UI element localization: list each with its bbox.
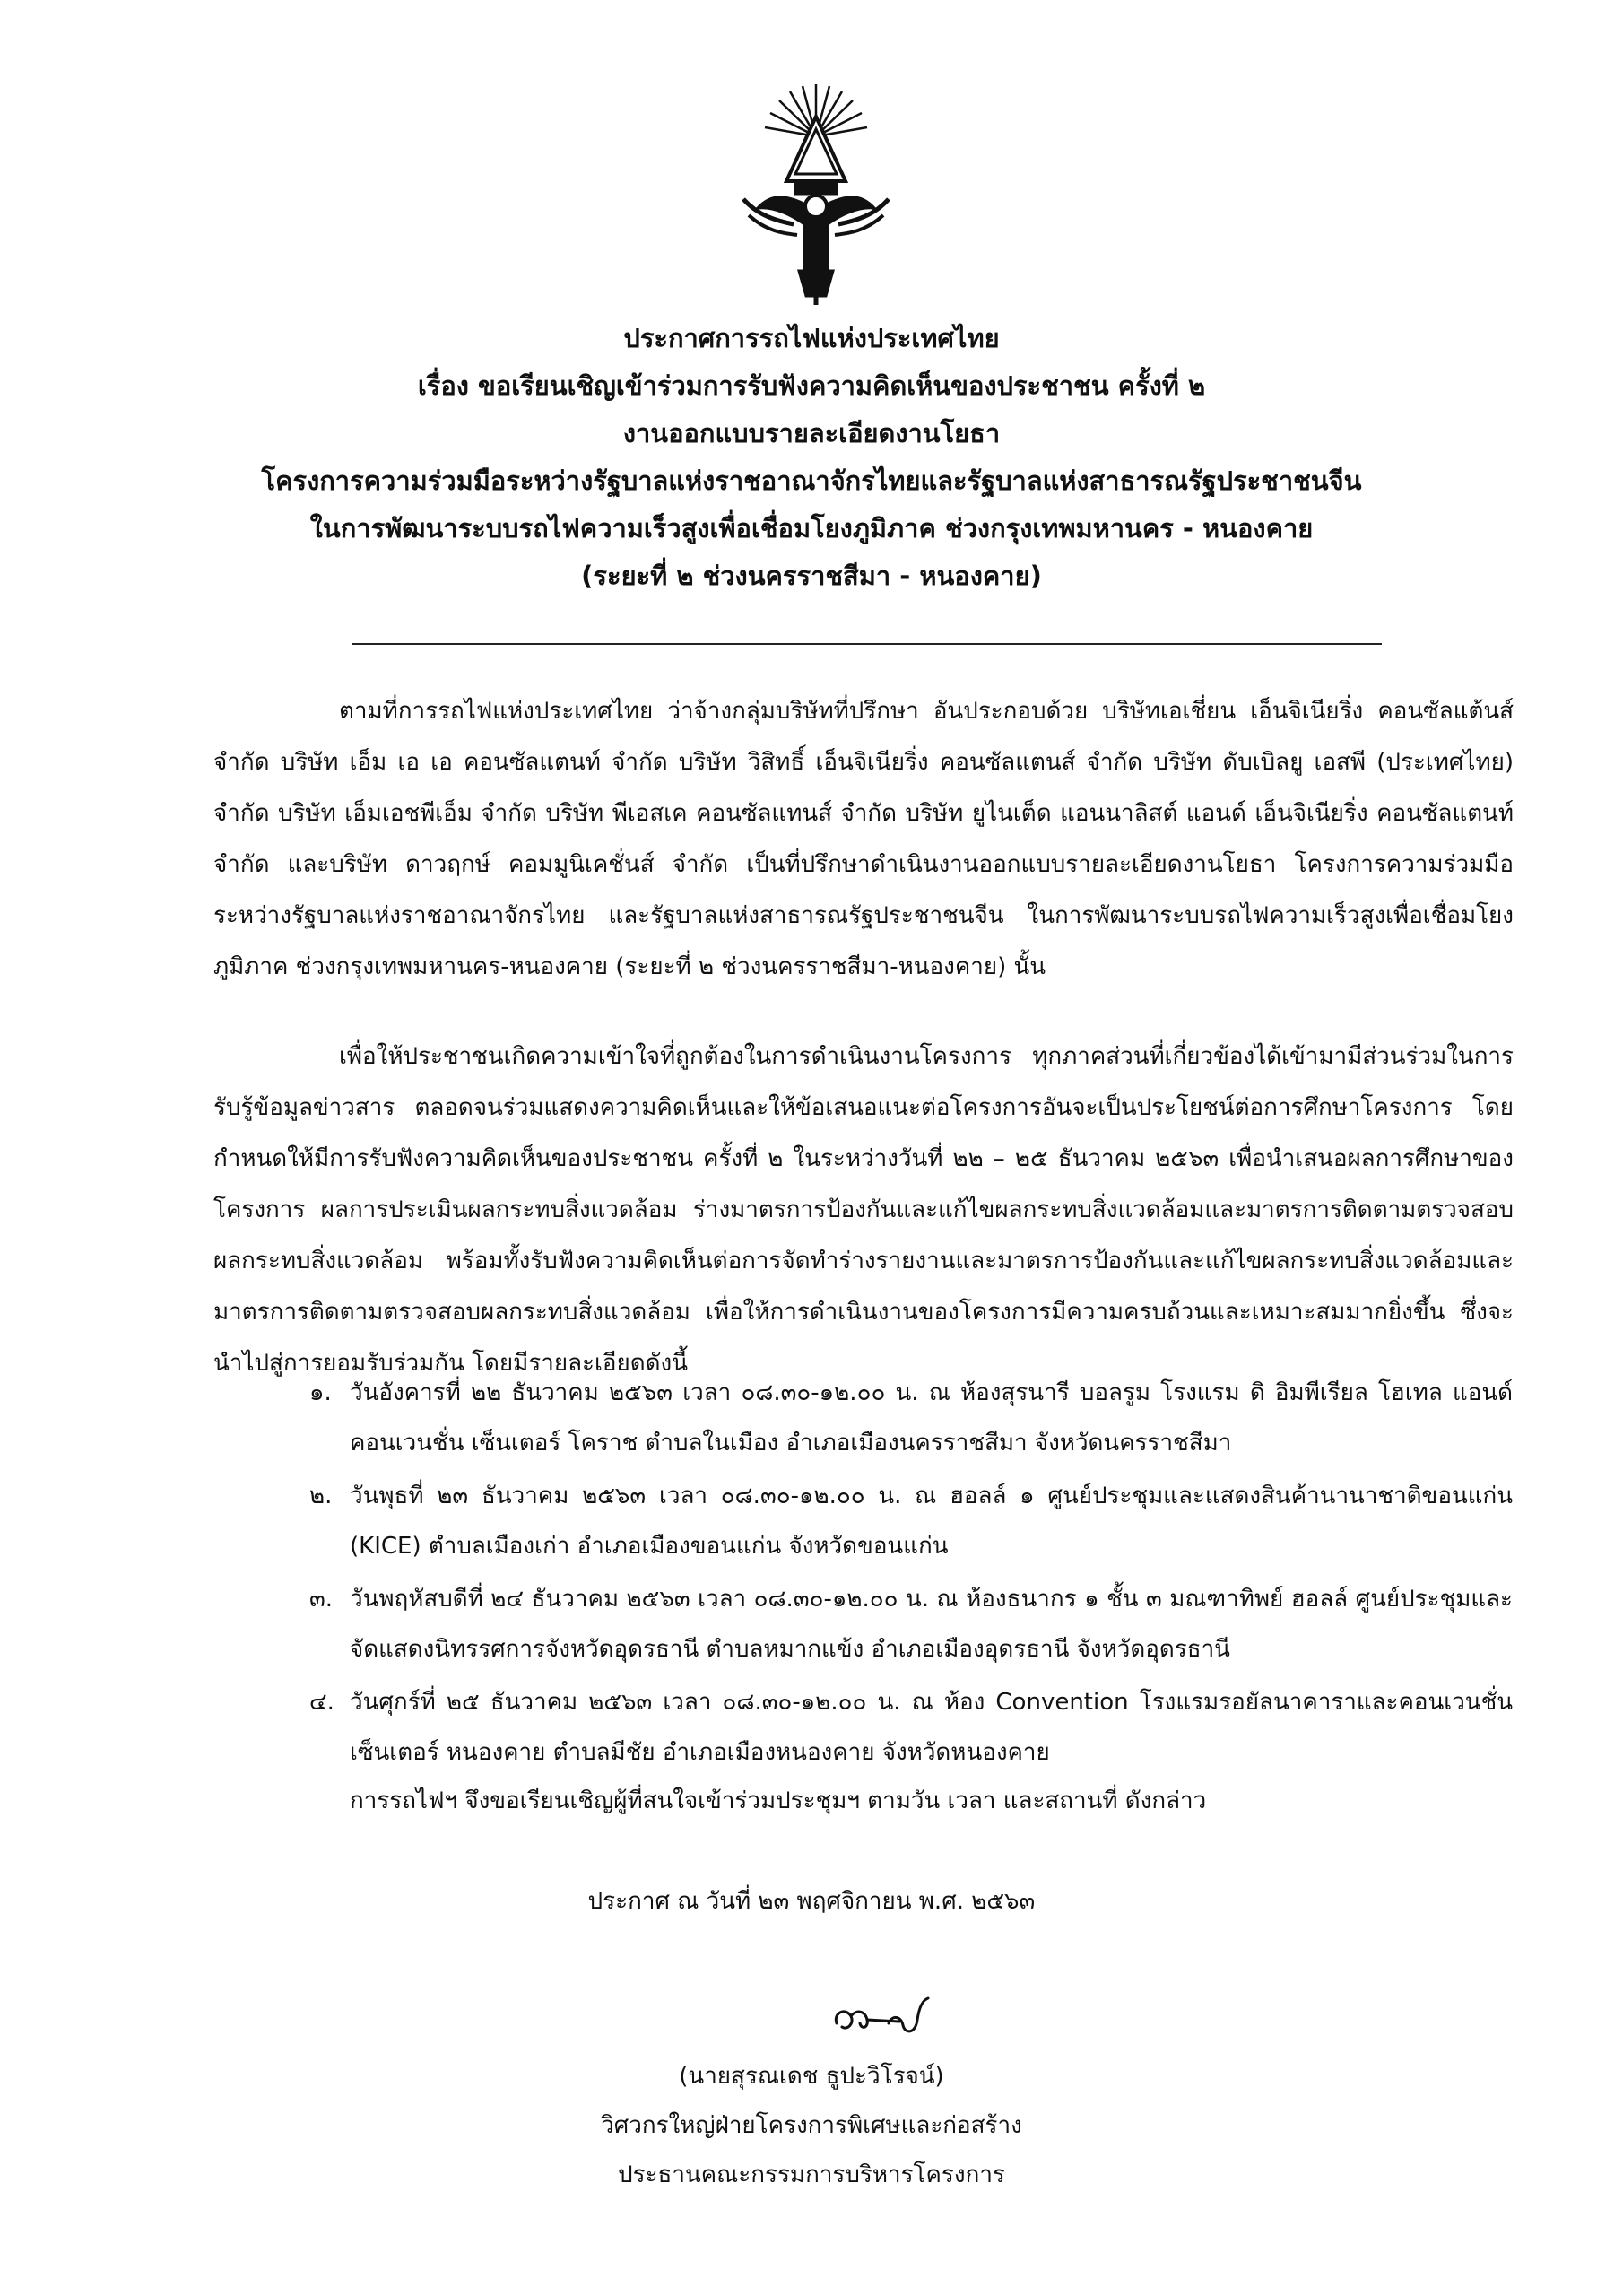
schedule-text: วันอังคารที่ ๒๒ ธันวาคม ๒๕๖๓ เวลา ๐๘.๓๐-๑๒.๐๐ น. ณ ห้องสุรนารี บอลรูม โรงแรม ดิ อิมพีเรียล โฮเทล แอนด์ คอนเวนชั่น เซ็นเตอร์ โคราช ตำบลในเมือง อำเภอเมืองนครราชสีมา จังหวัดนครราชสีมา (350, 1379, 1513, 1457)
announcement-title: ประกาศการรถไฟแห่งประเทศไทย (623, 323, 1000, 353)
announcement-date: ประกาศ ณ วันที่ ๒๓ พฤศจิกายน พ.ศ. ๒๕๖๓ (587, 1888, 1036, 1915)
signatory-position: ประธานคณะกรรมการบริหารโครงการ (618, 2161, 1005, 2188)
schedule-text: วันศุกร์ที่ ๒๕ ธันวาคม ๒๕๖๓ เวลา ๐๘.๓๐-๑๒.๐๐ น. ณ ห้อง Convention โรงแรมรอยัลนาคาราและคอนเวนชั่นเซ็นเตอร์ หนองคาย ตำบลมีชัย อำเภอเมืองหนองคาย จังหวัดหนองคาย (350, 1689, 1513, 1766)
paragraph-background: ตามที่การรถไฟแห่งประเทศไทย ว่าจ้างกลุ่มบริษัทที่ปรึกษา อันประกอบด้วย บริษัทเอเชี่ยน เอ็นจิเนียริ่ง คอนซัลแต้นส์ จำกัด บริษัท เอ็ม เอ เอ คอนซัลแตนท์ จำกัด บริษัท วิสิทธิ์ เอ็นจิเนียริ่ง คอนซัลแตนส์ จำกัด บริษัท ดับเบิลยู เอสพี (ประเทศไทย) จำกัด บริษัท เอ็มเอชพีเอ็ม จำกัด บริษัท พีเอสเค คอนซัลแทนส์ จำกัด บริษัท ยูไนเต็ด แอนนาลิสต์ แอนด์ เอ็นจิเนียริ่ง คอนซัลแตนท์ จำกัด และบริษัท ดาวฤกษ์ คอมมูนิเคชั่นส์ จำกัด เป็นที่ปรึกษาดำเนินงานออกแบบรายละเอียดงานโยธา โครงการความร่วมมือระหว่างรัฐบาลแห่งราชอาณาจักรไทย และรัฐบาลแห่งสาธารณรัฐประชาชนจีน ในการพัฒนาระบบรถไฟความเร็วสูงเพื่อเชื่อมโยงภูมิภาค ช่วงกรุงเทพมหานคร-หนองคาย (ระยะที่ ๒ ช่วงนครราชสีมา-หนองคาย) นั้น (213, 698, 1514, 980)
schedule-number: ๓. (309, 1586, 334, 1613)
schedule-text: วันพฤหัสบดีที่ ๒๔ ธันวาคม ๒๕๖๓ เวลา ๐๘.๓๐-๑๒.๐๐ น. ณ ห้องธนากร ๑ ชั้น ๓ มณฑาทิพย์ ฮอลล์ ศูนย์ประชุมและจัดแสดงนิทรรศการจังหวัดอุดรธานี ตำบลหมากแข้ง อำเภอเมืองอุดรธานี จังหวัดอุดรธานี (350, 1586, 1513, 1663)
schedule-item (309, 1677, 1513, 1778)
heading-divider (352, 643, 1382, 645)
handwritten-signature-icon (829, 1991, 937, 2045)
work-title: งานออกแบบรายละเอียดงานโยธา (622, 418, 1001, 448)
signatory-name: (นายสุรณเดช ธูปะวิโรจน์) (679, 2063, 944, 2090)
subject-line: เรื่อง ขอเรียนเชิญเข้าร่วมการรับฟังความคิดเห็นของประชาชน ครั้งที่ ๒ (417, 370, 1206, 401)
closing-text: การรถไฟฯ จึงขอเรียนเชิญผู้ที่สนใจเข้าร่วมประชุมฯ ตามวัน เวลา และสถานที่ ดังกล่าว (350, 1787, 1207, 1814)
schedule-text: วันพุธที่ ๒๓ ธันวาคม ๒๕๖๓ เวลา ๐๘.๓๐-๑๒.๐๐ น. ณ ฮอลล์ ๑ ศูนย์ประชุมและแสดงสินค้านานาชาติขอนแก่น (KICE) ตำบลเมืองเก่า อำเภอเมืองขอนแก่น จังหวัดขอนแก่น (350, 1483, 1513, 1560)
schedule-item (309, 1368, 1513, 1468)
srt-winged-emblem-icon (740, 81, 892, 305)
schedule-item (309, 1574, 1513, 1674)
schedule-number: ๑. (309, 1379, 332, 1406)
paragraph-purpose: เพื่อให้ประชาชนเกิดความเข้าใจที่ถูกต้องในการดำเนินงานโครงการ ทุกภาคส่วนที่เกี่ยวข้องได้เข้ามามีส่วนร่วมในการรับรู้ข้อมูลข่าวสาร ตลอดจนร่วมแสดงความคิดเห็นและให้ข้อเสนอแนะต่อโครงการอันจะเป็นประโยชน์ต่อการศึกษาโครงการ โดยกำหนดให้มีการรับฟังความคิดเห็นของประชาชน ครั้งที่ ๒ ในระหว่างวันที่ ๒๒ – ๒๕ ธันวาคม ๒๕๖๓ เพื่อนำเสนอผลการศึกษาของโครงการ ผลการประเมินผลกระทบสิ่งแวดล้อม ร่างมาตรการป้องกันและแก้ไขผลกระทบสิ่งแวดล้อมและมาตรการติดตามตรวจสอบผลกระทบสิ่งแวดล้อม พร้อมทั้งรับฟังความคิดเห็นต่อการจัดทำร่างรายงานและมาตรการป้องกันและแก้ไขผลกระทบสิ่งแวดล้อมและมาตรการติดตามตรวจสอบผลกระทบสิ่งแวดล้อม เพื่อให้การดำเนินงานของโครงการมีความครบถ้วนและเหมาะสมมากยิ่งขึ้น ซึ่งจะนำไปสู่การยอมรับร่วมกัน โดยมีรายละเอียดดังนี้ (213, 1043, 1514, 1377)
signatory-title: วิศวกรใหญ่ฝ่ายโครงการพิเศษและก่อสร้าง (601, 2112, 1022, 2139)
schedule-item (309, 1471, 1513, 1571)
project-title: โครงการความร่วมมือระหว่างรัฐบาลแห่งราชอาณาจักรไทยและรัฐบาลแห่งสาธารณรัฐประชาชนจีน (261, 465, 1362, 496)
project-phase: (ระยะที่ ๒ ช่วงนครราชสีมา - หนองคาย) (581, 561, 1042, 591)
schedule-number: ๒. (309, 1483, 333, 1509)
project-subtitle: ในการพัฒนาระบบรถไฟความเร็วสูงเพื่อเชื่อมโยงภูมิภาค ช่วงกรุงเทพมหานคร - หนองคาย (309, 513, 1314, 544)
schedule-number: ๔. (309, 1689, 334, 1716)
